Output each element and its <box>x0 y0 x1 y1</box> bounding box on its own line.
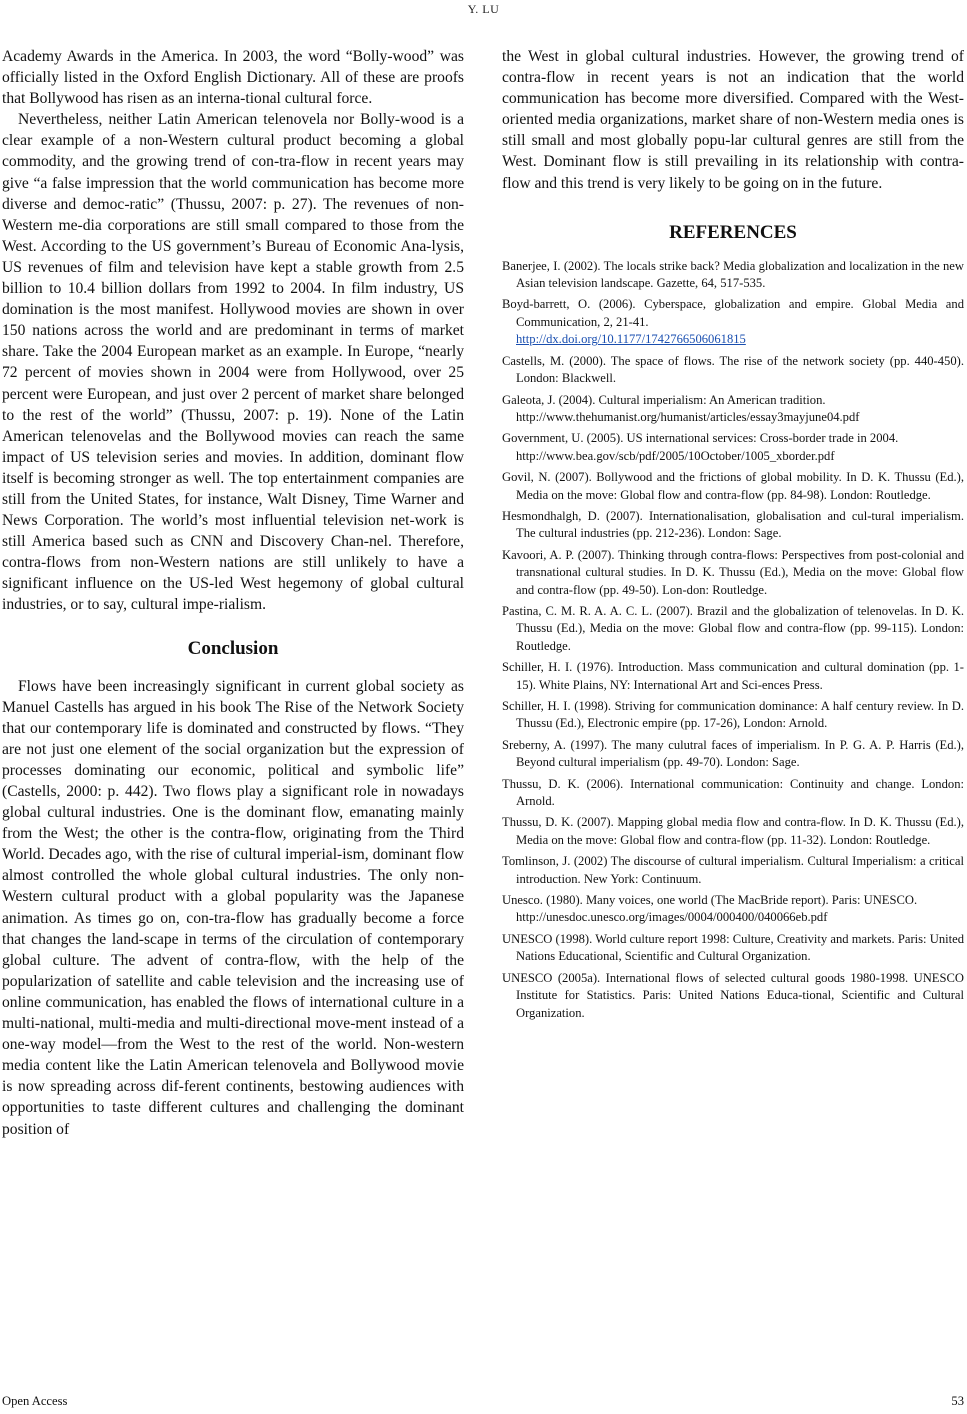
reference-item: Schiller, H. I. (1998). Striving for communication dominance: A half century review. In D. Thussu (Ed.), Electronic empire (pp. 17-26), London: Arnold. <box>502 699 964 731</box>
reference-url: http://www.thehumanist.org/humanist/articles/essay3mayjune04.pdf <box>516 409 860 424</box>
reference-url: http://www.bea.gov/scb/pdf/2005/10October/1005_xborder.pdf <box>516 448 835 463</box>
footer-open-access: Open Access <box>2 1394 68 1408</box>
reference-item: Kavoori, A. P. (2007). Thinking through contra-flows: Perspectives from post-colonial and transnational cultural studies. In D. K. Thussu (Ed.), Media on the move: Global flow and contra-flow (pp. 49-50). Lon-don: Routledge. <box>502 547 964 597</box>
reference-item: UNESCO (1998). World culture report 1998: Culture, Creativity and markets. Paris: United Nations Educational, Scientific and Cultural Organization. <box>502 931 964 964</box>
reference-item: Castells, M. (2000). The space of flows. The rise of the network society (pp. 440-450). London: Blackwell. <box>502 353 964 386</box>
reference-item: Banerjee, I. (2002). The locals strike back? Media globalization and localization in the new Asian television landscape. Gazette, 64, 517-535. <box>502 258 964 291</box>
reference-item: Hesmondhalgh, D. (2007). Internationalisation, globalisation and cul-tural imperialism. The cultural industries (pp. 212-236). London: Sage. <box>502 508 964 541</box>
page-number: 53 <box>951 1394 964 1408</box>
paragraph-3: Flows have been increasingly significant in current global society as Manuel Castells has argued in his book The Rise of the Network Society that our contemporary life is dominated and constructed by flows. “They are not just one element of the social organization but the expression of processes dominating our economic, political and symbolic life” (Castells, 2000: p. 442). Two flows play a significant role in nowadays global cultural industries. One is the dominant flow, emanating mainly from the West; the other is the contra-flow, originating from the Third World. Decades ago, with the rise of cultural imperial-ism, dominant flow almost controlled the whole global cultural industries. The only non-Western cultural product with a global popularity was the Japanese animation. As times go on, con-tra-flow has gradually become a force that changes the land-scape in terms of the circulation of contemporary global culture. The advent of contra-flow, with the help of the popularization of satellite and cable television and the increasing use of online communication, has enabled the flows of international culture in a multi-national, multi-media and multi-directional move-ment instead of a one-way model—from the West to the rest of the world. Non-western media content like the Latin American telenovela and Bollywood movie is now spreading across dif-ferent continents, bestowing audiences with opportunities to taste different cultures and challenging the dominant position of <box>2 677 464 1138</box>
paragraph-2: Nevertheless, neither Latin American telenovela nor Bolly-wood is a clear example of a non-Western cultural product becoming a global commodity, and the growing trend of con-tra-flow in recent years may give “a false impression that the world communication has become more diverse and democ-ratic” (Thussu, 2007: p. 27). The revenues of non-Western me-dia corporations are still small compared to those from the West. According to the US government’s Bureau of Economic Ana-lysis, US revenues of film and television have kept a stable growth from 2.5 billion to 10.4 billion dollars from 1992 to 2004. In film industry, US domination is the most manifest. Hollywood movies are shown in over 150 nations across the world and are predominant in terms of market share. Take the 2004 European market as an example. In Europe, “nearly 72 percent of movies shown in 2004 were from Hollywood, over 25 percent were European, and just over 2 percent of market share belonged to the rest of the world” (Thussu, 2007: p. 19). None of the Latin American telenovelas and the Bollywood movies can reach the same impact of US television series and movies. In addition, dominant flow itself is becoming stronger as well. The top entertainment companies are still from the United States, for instance, Walt Disney, Time Warner and News Corporation. The world’s most influential television net-work is still America based such as CNN and Discovery Chan-nel. Therefore, contra-flows from non-Western nations are still unlikely to have a significant influence on the US-led West hegemony of global cultural industries, or to say, cultural impe-rialism. <box>2 111 464 614</box>
reference-link[interactable]: http://dx.doi.org/10.1177/1742766506061815 <box>516 332 746 347</box>
reference-item: Galeota, J. (2004). Cultural imperialism: An American tradition. http://www.thehumanist.org/humanist/articles/essay3mayjune04.pdf <box>502 392 860 424</box>
reference-item: Schiller, H. I. (1976). Introduction. Mass communication and cultural domination (pp. 1-15). White Plains, NY: International Art and Sci-ences Press. <box>502 660 964 692</box>
running-head: Y. LU <box>467 2 500 16</box>
left-column <box>2 46 464 1140</box>
reference-item: Tomlinson, J. (2002) The discourse of cultural imperialism. Cultural Imperialism: a critical introduction. New York: Continuum. <box>502 854 964 886</box>
references-heading: REFERENCES <box>669 221 797 243</box>
reference-item: Government, U. (2005). US international services: Cross-border trade in 2004. http://www.bea.gov/scb/pdf/2005/10October/1005_xborder.pdf <box>502 431 899 463</box>
reference-item: Govil, N. (2007). Bollywood and the frictions of global mobility. In D. K. Thussu (Ed.), Media on the move: Global flow and contra-flow (pp. 84-98). London: Routledge. <box>502 470 964 502</box>
reference-item: UNESCO (2005a). International flows of selected cultural goods 1980-1998. UNESCO Institute for Statistics. Paris: United Nations Educa-tional, Scientific and Cultural Organization. <box>502 970 964 1020</box>
reference-item: Boyd-barrett, O. (2006). Cyberspace, globalization and empire. Global Media and Communication, 2, 21-41. http://dx.doi.org/10.1177/1742766506061815 <box>502 297 964 347</box>
reference-item: Thussu, D. K. (2006). International communication: Continuity and change. London: Arnold. <box>502 776 964 809</box>
reference-item: Unesco. (1980). Many voices, one world (The MacBride report). Paris: UNESCO. http://unesdoc.unesco.org/images/0004/000400/040066eb.pdf <box>502 893 918 925</box>
paragraph-1: Academy Awards in the America. In 2003, the word “Bolly-wood” was officially listed in the Oxford English Dictionary. All of these are proofs that Bollywood has risen as an interna-tional cultural force. <box>2 48 464 108</box>
reference-item: Sreberny, A. (1997). The many culutral faces of imperialism. In P. G. A. P. Harris (Ed.), Beyond cultural imperialism (pp. 49-70). London: Sage. <box>502 737 964 770</box>
paragraph-4: the West in global cultural industries. However, the growing trend of contra-flow in recent years is not an indication that the world communication has become more diversified. Compared with the West-oriented media organizations, market share of non-Western media ones is still small and most globally popu-lar cultural genres are still from the West. Dominant flow is still prevailing in its relationship with contra-flow and this trend is very likely to be going on in the future. <box>502 48 964 192</box>
right-column <box>502 46 964 1026</box>
reference-item: Thussu, D. K. (2007). Mapping global media flow and contra-flow. In D. K. Thussu (Ed.), Media on the move: Global flow and contra-flow (pp. 11-32). London: Routledge. <box>502 815 964 847</box>
reference-item: Pastina, C. M. R. A. A. C. L. (2007). Brazil and the globalization of telenovelas. In D. K. Thussu (Ed.), Media on the move: Global flow and contra-flow (pp. 99-115). London: Routledge. <box>502 603 964 653</box>
reference-url: http://unesdoc.unesco.org/images/0004/000400/040066eb.pdf <box>516 910 828 925</box>
reference-list <box>502 258 964 1022</box>
conclusion-heading: Conclusion <box>187 637 279 659</box>
